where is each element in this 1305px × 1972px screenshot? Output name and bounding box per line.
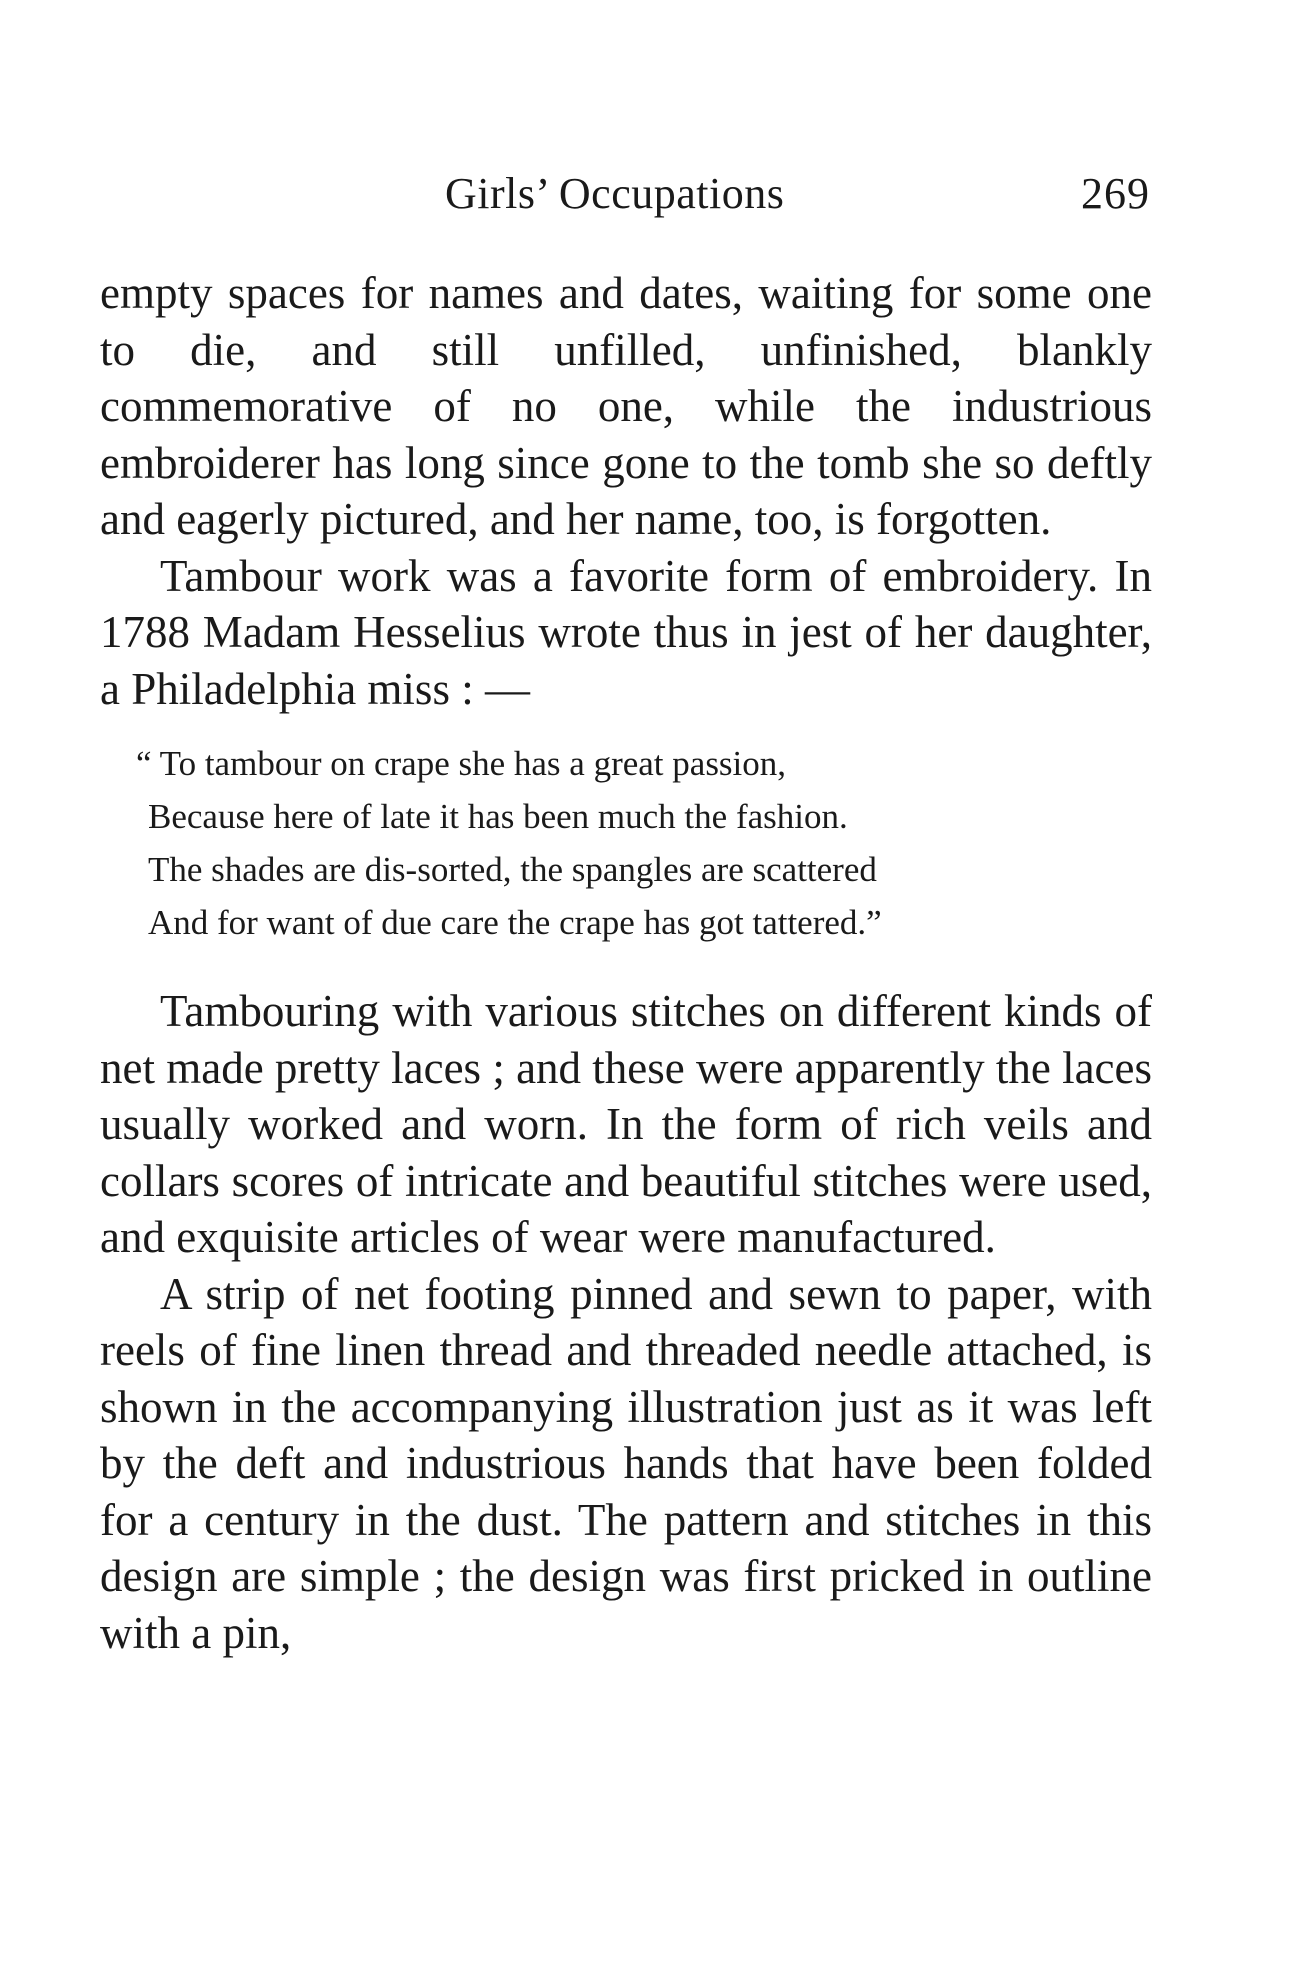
paragraph-tambouring: Tambouring with various stitches on different kinds of net made pretty laces ; and these were apparently the laces usually worked and worn. In the form of rich veils and collars scores of intricate and beautiful stitches were used, and exquisite articles of wear were manufactured. <box>100 986 1153 1262</box>
verse-quotation <box>100 737 1152 949</box>
paragraph-net-footing: A strip of net footing pinned and sewn to paper, with reels of fine linen thread and threaded needle attached, is shown in the accompanying illustration just as it was left by the deft and industrious hands that have been folded for a century in the dust. The pattern and stitches in this design are simple ; the design was first pricked in outline with a pin, <box>100 1268 1152 1658</box>
page-number: 269 <box>1081 169 1150 218</box>
verse-line: “ To tambour on crape she has a great passion, <box>136 744 787 783</box>
paragraph-continued: empty spaces for names and dates, waiting for some one to die, and still unfilled, unfinished, blankly commemorative of no one, while the industrious embroiderer has long since gone to the tomb she so deftly and eagerly pictured, and her name, too, is forgotten. <box>100 268 1152 544</box>
body-text <box>100 265 1152 1661</box>
paragraph-tambour-work: Tambour work was a favorite form of embroidery. In 1788 Madam Hesselius wrote thus in jest of her daughter, a Philadelphia miss : — <box>100 550 1152 714</box>
running-head <box>100 168 1150 228</box>
verse-line: The shades are dis-sorted, the spangles are scattered <box>148 850 877 889</box>
verse-line: Because here of late it has been much the fashion. <box>148 797 848 836</box>
verse-line: And for want of due care the crape has got tattered.” <box>148 903 882 942</box>
running-title: Girls’ Occupations <box>445 169 785 218</box>
